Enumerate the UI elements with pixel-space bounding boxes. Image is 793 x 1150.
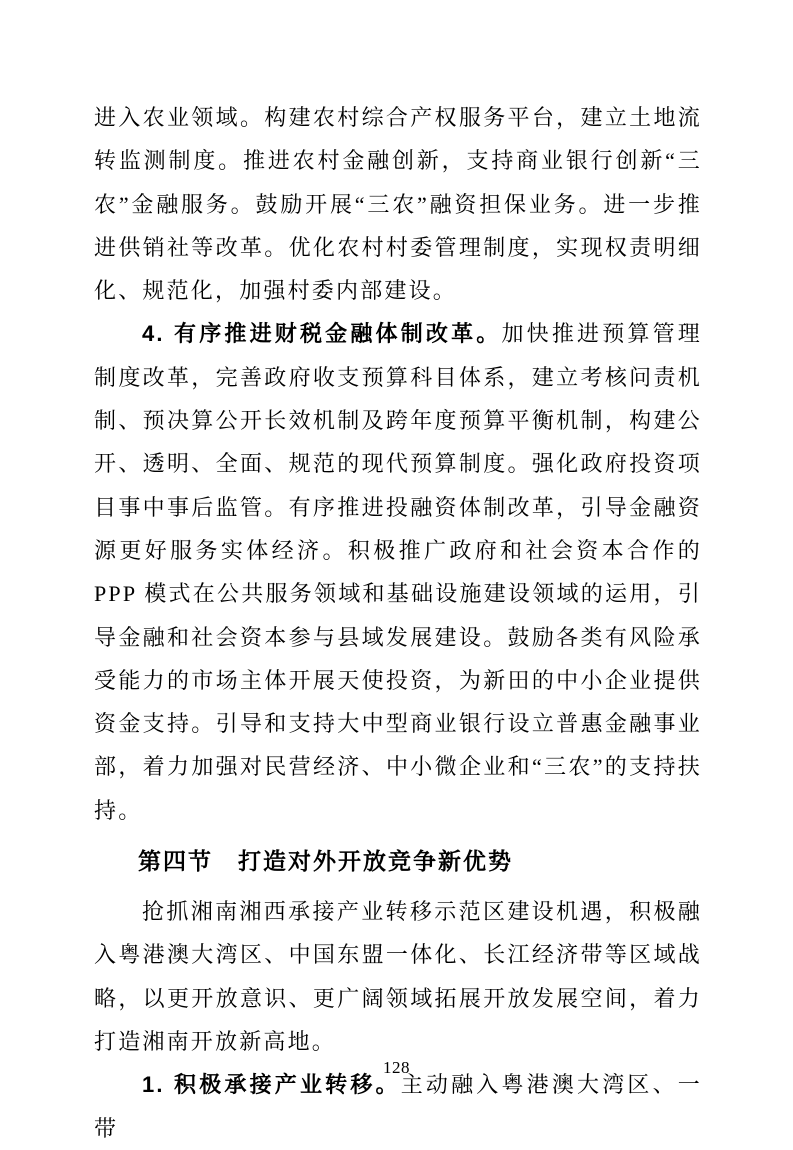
paragraph-item-4 [94,312,702,832]
paragraph-text: 主动融入粤港澳大湾区、一带 [94,1072,702,1141]
section-heading: 第四节 打造对外开放竞争新优势 [138,848,513,875]
document-body [94,96,702,1150]
paragraph-continuation: 进入农业领域。构建农村综合产权服务平台，建立土地流转监测制度。推进农村金融创新，支持商业银行创新“三农”金融服务。鼓励开展“三农”融资担保业务。进一步推进供销社等改革。优化农村村委管理制度，实现权责明细化、规范化，加强村委内部建设。 [94,105,702,304]
paragraph-text: 加快推进预算管理制度改革，完善政府收支预算科目体系，建立考核问责机制、预决算公开长效机制及跨年度预算平衡机制，构建公开、透明、全面、规范的现代预算制度。强化政府投资项目事中事后监管。有序推进投融资体制改革，引导金融资源更好服务实体经济。积极推广政府和社会资本合作的 PPP 模式在公共服务领域和基础设施建设领域的运用，引导金融和社会资本参与县域发展建设。鼓励各类有风险承受能力的市场主体开展天使投资，为新田的中小企业提供资金支持。引导和支持大中型商业银行设立普惠金融事业部，着力加强对民营经济、中小微企业和“三农”的支持扶持。 [94,321,702,823]
page-number: 128 [383,1058,410,1077]
paragraph-bold-lead: 1. 积极承接产业转移。 [142,1072,401,1098]
paragraph-section-intro: 抢抓湘南湘西承接产业转移示范区建设机遇，积极融入粤港澳大湾区、中国东盟一体化、长江经济带等区域战略，以更开放意识、更广阔领域拓展开放发展空间，着力打造湘南开放新高地。 [94,899,702,1054]
paragraph-bold-lead: 4. 有序推进财税金融体制改革。 [142,321,502,347]
